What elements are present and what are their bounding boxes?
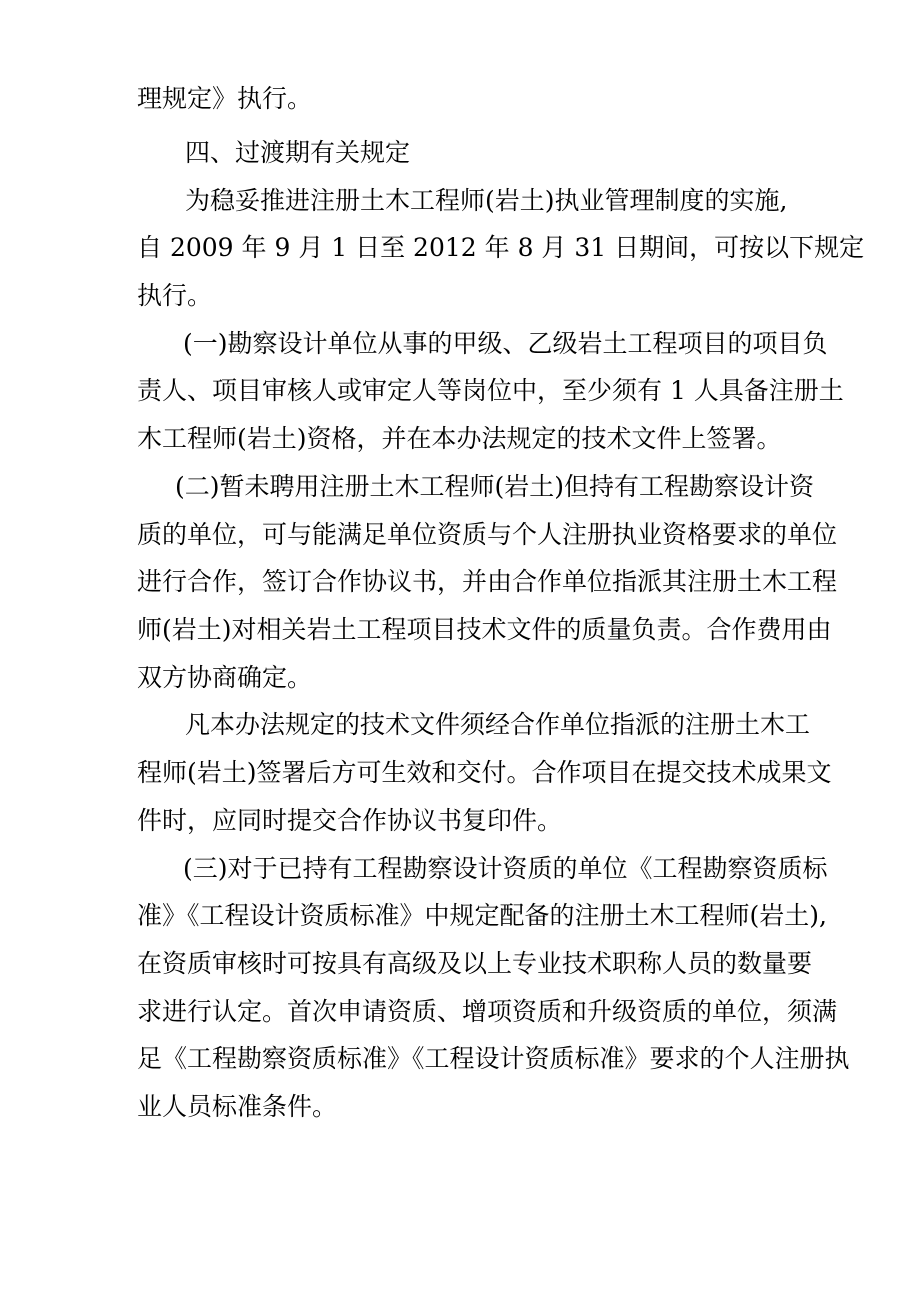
- text-line: 为稳妥推进注册土木工程师(岩土)执业管理制度的实施,: [185, 186, 788, 215]
- text-line: 准》《工程设计资质标准》中规定配备的注册土木工程师(岩土),: [137, 901, 827, 930]
- text-line: 木工程师(岩土)资格，并在本办法规定的技术文件上签署。: [137, 424, 782, 453]
- text-line: 进行合作，签订合作协议书，并由合作单位指派其注册土木工程: [137, 567, 838, 596]
- text-line: (二)暂未聘用注册土木工程师(岩土)但持有工程勘察设计资: [175, 472, 815, 501]
- text-line: 在资质审核时可按具有高级及以上专业技术职称人员的数量要: [137, 949, 813, 978]
- text-line: (一)勘察设计单位从事的甲级、乙级岩土工程项目的项目负: [183, 329, 828, 358]
- section-heading: 四、过渡期有关规定: [185, 138, 411, 167]
- text-line: 质的单位，可与能满足单位资质与个人注册执业资格要求的单位: [137, 520, 838, 549]
- text-line: 执行。: [137, 281, 213, 310]
- text-line: 理规定》执行。: [137, 84, 313, 113]
- text-line: 求进行认定。首次申请资质、增项资质和升级资质的单位，须满: [137, 997, 838, 1026]
- text-line: 足《工程勘察资质标准》《工程设计资质标准》要求的个人注册执: [137, 1044, 850, 1073]
- text-line: 自 2009 年 9 月 1 日至 2012 年 8 月 31 日期间，可按以下规定: [137, 233, 865, 262]
- text-line: 双方协商确定。: [137, 663, 313, 692]
- text-line: 件时，应同时提交合作协议书复印件。: [137, 806, 563, 835]
- text-line: 业人员标准条件。: [137, 1092, 338, 1121]
- text-line: 责人、项目审核人或审定人等岗位中，至少须有 1 人具备注册土: [137, 376, 844, 405]
- text-line: 师(岩土)对相关岩土工程项目技术文件的质量负责。合作费用由: [137, 615, 832, 644]
- text-line: 程师(岩土)签署后方可生效和交付。合作项目在提交技术成果文: [137, 758, 832, 787]
- text-line: 凡本办法规定的技术文件须经合作单位指派的注册土木工: [185, 710, 811, 739]
- text-line: (三)对于已持有工程勘察设计资质的单位《工程勘察资质标: [183, 854, 828, 883]
